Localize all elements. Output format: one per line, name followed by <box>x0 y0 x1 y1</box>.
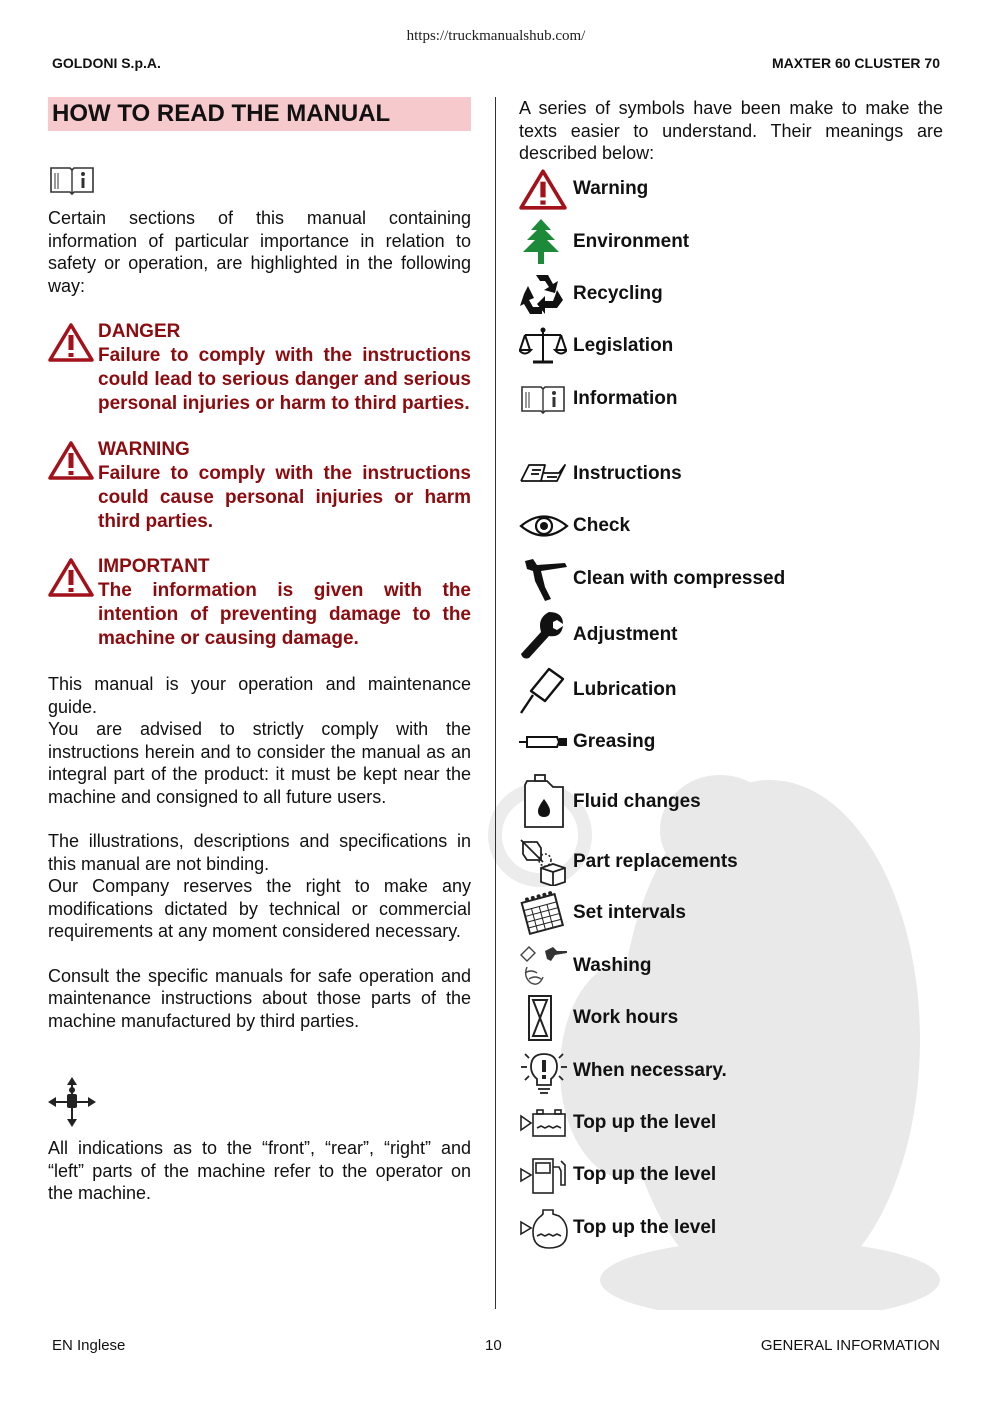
symbol-label: Information <box>573 388 678 409</box>
symbol-row-clean-compressed <box>519 554 785 604</box>
symbols-intro: A series of symbols have been make to make the texts easier to understand. Their meanings are described below: <box>519 98 943 163</box>
intro-paragraph: Certain sections of this manual containing information of particular importance in relation to safety or operation, are highlighted in the following way: <box>48 208 471 296</box>
symbol-row-greasing <box>519 717 655 767</box>
symbol-label: Legislation <box>573 335 674 356</box>
symbol-label: Lubrication <box>573 679 677 700</box>
left-column <box>48 97 471 1205</box>
fuel-level-icon <box>519 1155 569 1195</box>
washing-icon <box>519 943 569 989</box>
lightbulb-icon <box>519 1046 569 1096</box>
oil-can-icon <box>519 665 565 715</box>
symbol-row-top-up-battery <box>519 1098 716 1148</box>
right-column <box>519 97 943 1238</box>
symbol-label: Top up the level <box>573 1112 717 1133</box>
symbol-row-recycling <box>519 269 663 319</box>
hourglass-icon <box>519 994 565 1042</box>
warning-triangle-icon <box>48 322 94 362</box>
paragraph-not-binding: The illustrations, descriptions and specifications in this manual are not binding. <box>48 831 471 874</box>
symbol-row-fluid-changes <box>519 777 701 827</box>
symbol-row-washing <box>519 941 651 991</box>
book-info-icon <box>48 164 96 196</box>
symbol-row-instructions <box>519 449 682 499</box>
symbol-label: Check <box>573 515 631 536</box>
symbol-label: Recycling <box>573 283 663 304</box>
symbol-row-warning <box>519 164 648 214</box>
symbol-row-check <box>519 501 630 551</box>
company-name: GOLDONI S.p.A. <box>52 55 161 71</box>
symbol-label: Top up the level <box>573 1217 717 1238</box>
symbol-row-adjustment <box>519 610 678 660</box>
symbol-row-lubrication <box>519 665 676 715</box>
symbol-row-information <box>519 374 678 424</box>
column-divider <box>495 97 496 1309</box>
paragraph-third-parties: Consult the specific manuals for safe operation and maintenance instructions about those parts of the machine manufactured by third parties. <box>48 965 471 1031</box>
symbol-label: Washing <box>573 955 652 976</box>
directions-arrows-icon <box>48 1076 96 1128</box>
symbol-row-work-hours <box>519 993 678 1043</box>
footer-language: EN Inglese <box>52 1337 126 1354</box>
symbol-row-legislation <box>519 321 673 371</box>
footer-page-number: 10 <box>485 1337 502 1354</box>
symbol-row-top-up-tank <box>519 1203 716 1253</box>
warning-triangle-icon <box>48 557 94 597</box>
symbol-row-environment <box>519 217 689 267</box>
air-gun-icon <box>519 557 569 601</box>
jerrycan-icon <box>519 773 567 831</box>
symbol-row-set-intervals <box>519 888 686 938</box>
symbol-label: Work hours <box>573 1007 679 1028</box>
wrench-icon <box>519 610 565 660</box>
symbol-label: Warning <box>573 178 649 199</box>
symbol-row-part-replacements <box>519 837 738 887</box>
tree-icon <box>519 218 563 266</box>
important-block <box>48 555 471 651</box>
danger-text: Failure to comply with the instructions could lead to serious danger and serious personal injuries or harm to third parties. <box>98 345 471 414</box>
source-url: https://truckmanualshub.com/ <box>406 28 586 44</box>
tank-level-icon <box>519 1206 569 1250</box>
symbol-label: Top up the level <box>573 1164 717 1185</box>
symbol-label: Instructions <box>573 463 682 484</box>
battery-level-icon <box>519 1108 569 1138</box>
symbol-label: Environment <box>573 231 690 252</box>
calendar-icon <box>519 890 565 936</box>
part-replace-icon <box>519 838 569 886</box>
symbol-label: Fluid changes <box>573 791 701 812</box>
important-title: IMPORTANT <box>98 556 210 577</box>
warning-text: Failure to comply with the instructions could cause personal injuries or harm third parties. <box>98 463 471 532</box>
warning-block <box>48 438 471 534</box>
symbol-label: Greasing <box>573 731 656 752</box>
symbol-row-when-necessary <box>519 1046 727 1096</box>
scales-icon <box>519 326 567 366</box>
book-info-icon <box>519 383 567 415</box>
symbol-label: Set intervals <box>573 902 686 923</box>
eye-icon <box>519 513 569 539</box>
symbol-row-top-up-fuel <box>519 1150 716 1200</box>
footer-section: GENERAL INFORMATION <box>760 1337 940 1354</box>
warning-triangle-icon <box>48 440 94 480</box>
symbol-label: When necessary. <box>573 1060 727 1081</box>
grease-gun-icon <box>519 734 569 750</box>
warning-triangle-icon <box>519 167 567 211</box>
page-title: HOW TO READ THE MANUAL <box>48 97 471 131</box>
important-text: The information is given with the intention of preventing damage to the machine or causing damage. <box>98 580 471 649</box>
paragraph-comply: You are advised to strictly comply with the instructions herein and to consider the manual as an integral part of the product: it must be kept near the machine and consigned to all future users. <box>48 719 471 807</box>
danger-block <box>48 320 471 416</box>
recycle-icon <box>519 272 565 316</box>
paragraph-modifications: Our Company reserves the right to make any modifications dictated by technical or commercial requirements at any moment considered necessary. <box>48 876 471 941</box>
open-book-icon <box>519 461 567 487</box>
paragraph-directions: All indications as to the “front”, “rear”, “right” and “left” parts of the machine refer to the operator on the machine. <box>48 1138 471 1203</box>
symbol-label: Clean with compressed <box>573 568 786 589</box>
symbol-label: Part replacements <box>573 851 738 872</box>
model-name: MAXTER 60 CLUSTER 70 <box>771 55 940 71</box>
symbol-label: Adjustment <box>573 624 678 645</box>
warning-title: WARNING <box>98 439 190 460</box>
danger-title: DANGER <box>98 321 181 342</box>
paragraph-guide: This manual is your operation and maintenance guide. <box>48 674 471 717</box>
